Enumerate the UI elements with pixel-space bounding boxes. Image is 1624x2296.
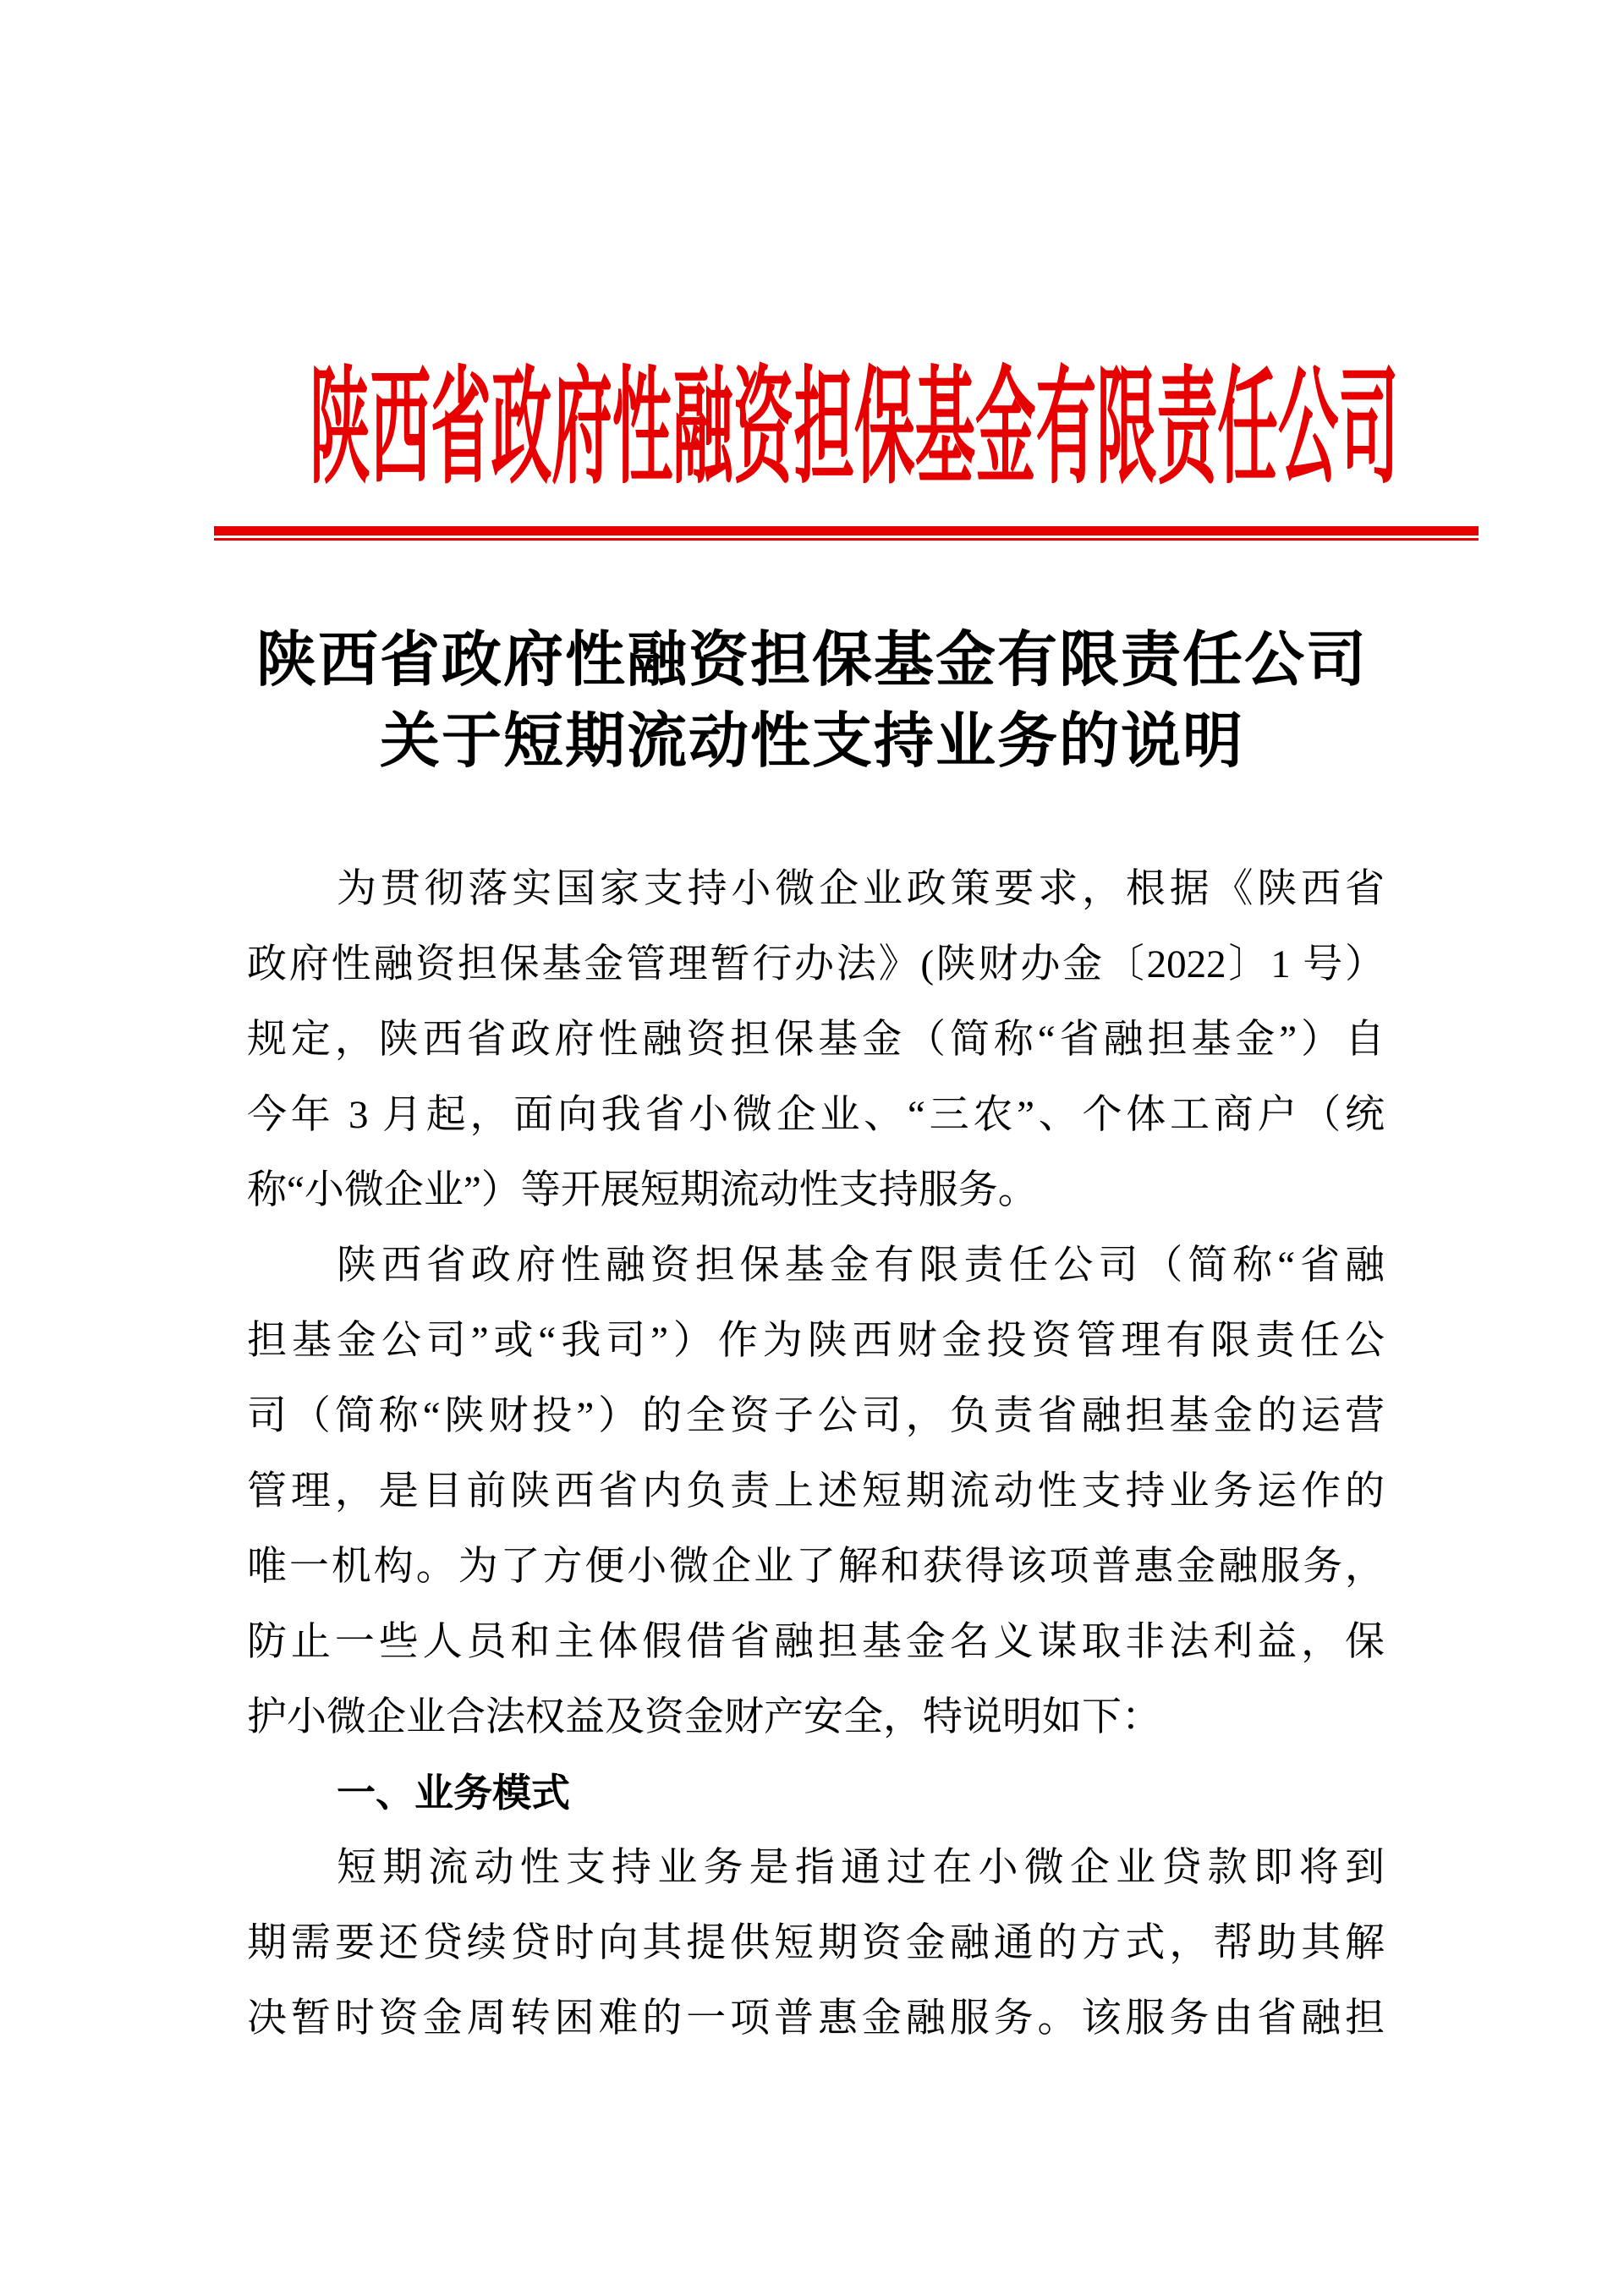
body-line: 管理，是目前陕西省内负责上述短期流动性支持业务运作的 <box>247 1469 1385 1513</box>
body-line: 期需要还贷续贷时向其提供短期资金融通的方式，帮助其解 <box>247 1921 1385 1965</box>
body-line: 担基金公司”或“我司”）作为陕西财金投资管理有限责任公 <box>247 1319 1385 1363</box>
paragraph-2 <box>247 1228 1385 1755</box>
body-line: 称“小微企业”）等开展短期流动性支持服务。 <box>247 1168 1038 1212</box>
body-line: 为贯彻落实国家支持小微企业政策要求，根据《陕西省 <box>337 867 1385 911</box>
document-body <box>247 852 1385 2057</box>
paragraph-1 <box>247 852 1385 1228</box>
document-title-line-2: 关于短期流动性支持业务的说明 <box>379 709 1244 775</box>
body-line: 规定，陕西省政府性融资担保基金（简称“省融担基金”）自 <box>247 1018 1385 1062</box>
body-line: 短期流动性支持业务是指通过在小微企业贷款即将到 <box>337 1846 1385 1890</box>
body-line: 决暂时资金周转困难的一项普惠金融服务。该服务由省融担 <box>247 1997 1385 2041</box>
document-title-line-1: 陕西省政府性融资担保基金有限责任公司 <box>255 628 1368 694</box>
letterhead-title: 陕西省政府性融资担保基金有限责任公司 <box>310 359 1399 499</box>
section-heading: 一、业务模式 <box>337 1771 570 1815</box>
body-line: 防止一些人员和主体假借省融担基金名义谋取非法利益，保 <box>247 1620 1385 1664</box>
body-line: 今年 3 月起，面向我省小微企业、“三农”、个体工商户（统 <box>247 1093 1385 1137</box>
letterhead-divider-thin <box>214 538 1479 541</box>
body-line: 政府性融资担保基金管理暂行办法》(陕财办金〔2022〕1 号） <box>247 942 1385 986</box>
body-line: 司（简称“陕财投”）的全资子公司，负责省融担基金的运营 <box>247 1394 1385 1438</box>
body-line: 唯一机构。为了方便小微企业了解和获得该项普惠金融服务， <box>247 1545 1385 1589</box>
letterhead-divider-thick <box>214 526 1479 536</box>
body-line: 陕西省政府性融资担保基金有限责任公司（简称“省融 <box>337 1244 1385 1288</box>
paragraph-3 <box>247 1831 1385 2057</box>
document-title <box>0 620 1624 783</box>
body-line: 护小微企业合法权益及资金财产安全，特说明如下： <box>247 1695 1161 1739</box>
